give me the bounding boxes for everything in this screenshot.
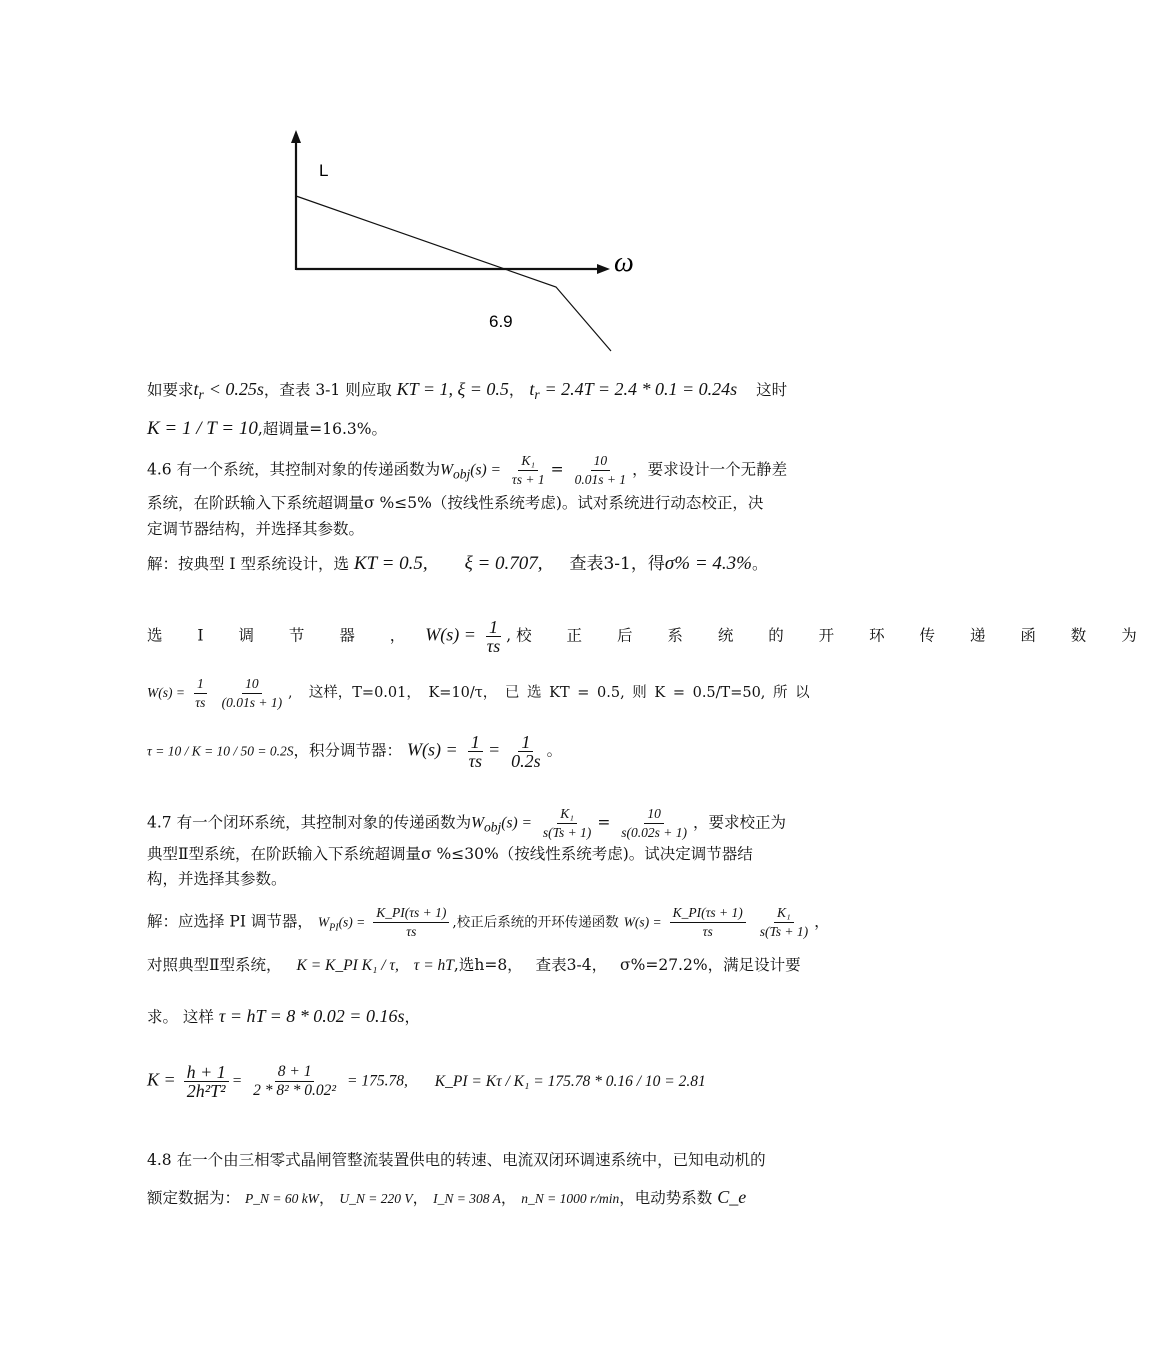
fraction: $\frac{10}{0.01s + 1}$ — [574, 453, 627, 487]
solution-4-7-line3: 求。 这样 τ = hT = 8 * 0.02 = 0.16s， — [147, 1006, 420, 1026]
fraction: $\frac{\text{K₁}}{\tau s + 1}$ — [511, 453, 545, 487]
problem-4-7-line3: 构，并选择其参数。 — [147, 870, 287, 888]
solution-4-7-line2: 对照典型Ⅱ型系统， K = K_PI K₁ / τ, τ = hT,选h=8， 查表3-4， σ%=27.2%，满足设计要 — [147, 956, 801, 974]
bode-figure — [0, 0, 952, 360]
problem-4-7-line1: 4.7 有一个闭环系统，其控制对象的传递函数为$W_{obj}(s)$ = $\frac{\text{K₁}}{s(Ts + 1)}$ = $\frac{10}{s(0.02s + 1)}$ ，要求校正为 — [147, 806, 786, 840]
fraction: $\frac{1}{\tau s}$ — [195, 676, 206, 710]
fraction: $\frac{10}{(0.01s + 1)}$ — [221, 676, 283, 710]
y-axis-label: L — [319, 161, 329, 180]
y-axis-arrow-icon — [291, 130, 301, 143]
x-axis-arrow-icon — [597, 264, 610, 274]
fraction: $\frac{1}{\tau s}$ — [468, 732, 483, 771]
problem-4-7-line2: 典型Ⅱ型系统，在阶跃输入下系统超调量σ %≤30%（按线性系统考虑)。试决定调节器结 — [147, 845, 753, 863]
fraction: $\frac{K\_PI(\tau s + 1)}{\tau s}$ — [670, 904, 746, 941]
solution-4-6-line2: 选 I 调 节 器 ， W(s) = $\frac{1}{\tau s}$ , 校 正 后 系 统 的 开 环 传 递 函 数 为 — [147, 617, 1152, 656]
fraction: $\frac{K\_PI(\tau s + 1)}{\tau s}$ — [373, 904, 449, 941]
tick-label: 6.9 — [489, 312, 513, 331]
problem-4-6-line1: 4.6 有一个系统，其控制对象的传递函数为$W_{obj}(s)$ = $\frac{\text{K₁}}{\tau s + 1}$ = $\frac{10}{0.01s + 1}$ ，要求设计一个无静差 — [147, 453, 788, 487]
fraction: $\frac{\text{K₁}}{s(Ts + 1)}$ — [542, 806, 592, 840]
problem-4-6-line3: 定调节器结构，并选择其参数。 — [147, 520, 365, 538]
fraction: $\frac{8 + 1}{\text{2 * 8² * 0.02²}}$ — [253, 1063, 337, 1099]
problem-4-8-line1: 4.8 在一个由三相零式晶闸管整流装置供电的转速、电流双闭环调速系统中，已知电动机的 — [147, 1151, 766, 1169]
paragraph-2: K = 1 / T = 10,超调量=16.3%。 — [147, 418, 387, 439]
fraction: $\frac{10}{s(0.02s + 1)}$ — [621, 806, 687, 840]
x-axis-label: ω — [614, 247, 634, 278]
problem-4-6-line2: 系统，在阶跃输入下系统超调量σ %≤5%（按线性系统考虑)。试对系统进行动态校正，决 — [147, 494, 764, 512]
problem-4-8-line2: 额定数据为： P_N = 60 kW， U_N = 220 V， I_N = 308 A， n_N = 1000 r/min，电动势系数 C_e — [147, 1187, 747, 1207]
fraction: $\frac{1}{\tau s}$ — [486, 617, 501, 656]
solution-4-6-line3: W(s) = $\frac{1}{\tau s}$ $\frac{10}{(0.01s + 1)}$ , 这样，T=0.01， K=10/τ， 已 选 KT = 0.5, 则 K = 0.5/T=50, 所 以 — [147, 676, 810, 710]
fraction: $\frac{\text{K₁}}{s(Ts + 1)}$ — [759, 905, 809, 939]
solution-4-7-line1: 解：应选择 PI 调节器， $W_{PI}(s)$ = $\frac{K\_PI(\tau s + 1)}{\tau s}$ ,校正后系统的开环传递函数 W(s) = $\frac{K\_PI(\tau s + 1)}{\tau s}$ $\frac{\text{K₁}}{s(Ts + 1)}$ ， — [147, 905, 830, 939]
fraction: $\frac{1}{0.2s}$ — [511, 732, 541, 771]
solution-4-7-line4: K = $\frac{h + 1}{\text{2h²T²}}$ = $\frac{8 + 1}{\text{2 * 8² * 0.02²}}$ = 175.78, K_PI = Kτ / K₁ = 175.78 * 0.16 / 10 = 2.81 — [147, 1062, 706, 1101]
solution-4-6-line4: τ = 10 / K = 10 / 50 = 0.2S，积分调节器： W(s) = $\frac{1}{\tau s}$ = $\frac{1}{0.2s}$ 。 — [147, 732, 563, 771]
paragraph-1: 如要求$t_r < 0.25s$，查表 3-1 则应取 KT = 1, ξ = 0.5， $t_r = 2.4T = 2.4 * 0.1 = 0.24s$ 这时 — [147, 379, 788, 403]
solution-4-6-line1: 解：按典型 I 型系统设计，选 KT = 0.5, ξ = 0.707, 查表3-1，得σ% = 4.3%。 — [147, 553, 768, 574]
fraction: $\frac{h + 1}{\text{2h²T²}}$ — [184, 1063, 229, 1100]
magnitude-curve — [296, 196, 611, 351]
